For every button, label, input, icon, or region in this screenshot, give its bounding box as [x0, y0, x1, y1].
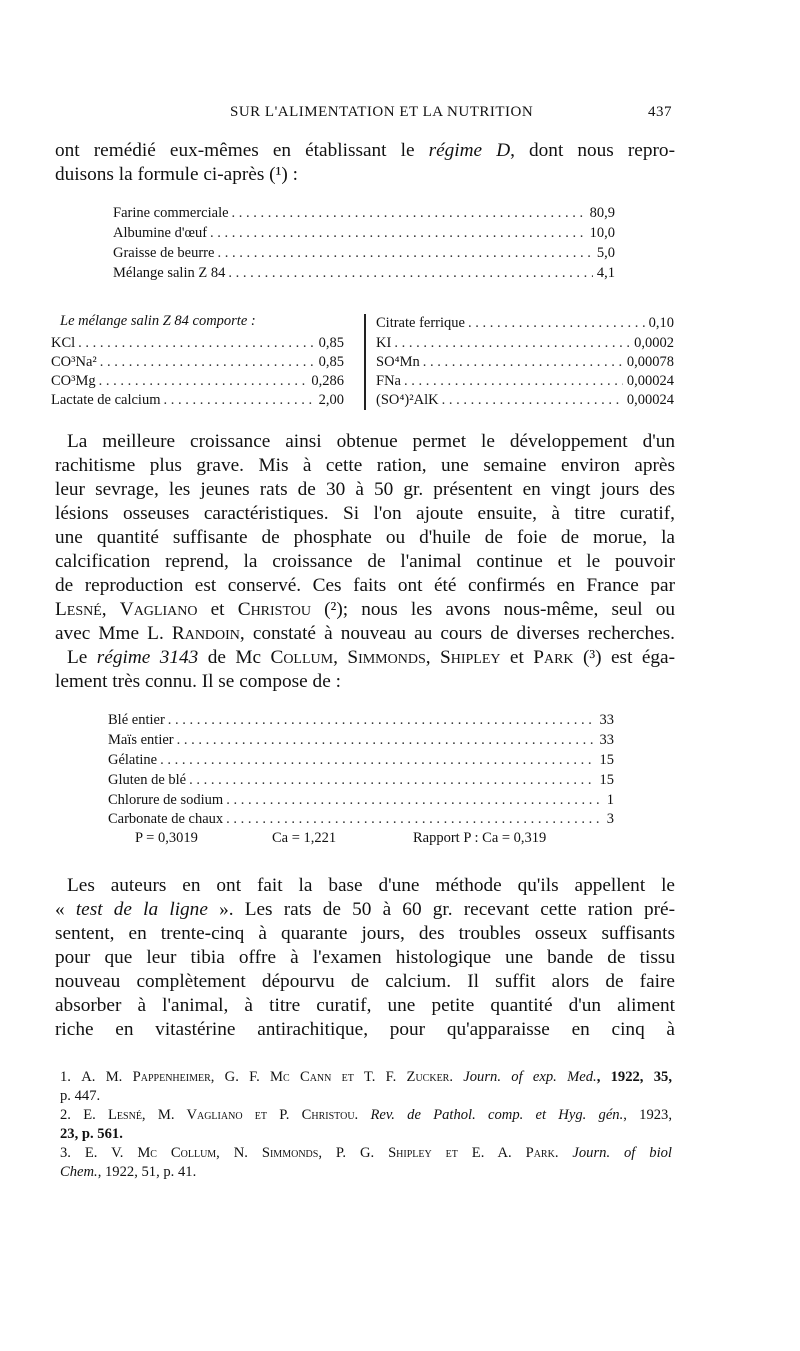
intro-line-2: duisons la formule ci-après (¹) : — [55, 164, 298, 185]
footnote-1: 1. A. M. Pappenheimer, G. F. Mc Cann et T. F. Zucker. Journ. of exp. Med., 1922, 35, — [60, 1069, 672, 1085]
footnote-2-cont: 23, p. 561. — [60, 1126, 123, 1142]
text-line: Le régime 3143 de Mc Collum, Simmonds, Shipley et Park (³) est éga- — [67, 647, 675, 668]
text-line: lésions osseuses caractéristiques. Si l'on ajoute ensuite, à titre curatif, — [55, 503, 675, 524]
footnote-2: 2. E. Lesné, M. Vagliano et P. Christou. Rev. de Pathol. comp. et Hyg. gén., 1923, — [60, 1107, 672, 1123]
text-line: absorber à l'animal, à titre curatif, une petite quantité d'un aliment — [55, 995, 675, 1016]
regime-3143-row: Blé entier . . . 33 — [108, 711, 614, 730]
text-line: « test de la ligne ». Les rats de 50 à 60 gr. recevant cette ration pré- — [55, 899, 675, 920]
salt-mix-right-row: KI . . . 0,0002 — [376, 334, 674, 353]
text-line: avec Mme L. Randoin, constaté à nouveau au cours de diverses recherches. — [55, 623, 675, 644]
text-line: rachitisme plus grave. Mis à cette ration, une semaine environ après — [55, 455, 675, 476]
regime-3143-row: Gélatine . . . 15 — [108, 751, 614, 770]
text-line: riche en vitastérine antirachitique, pour qu'apparaisse en cinq à — [55, 1019, 675, 1040]
footnote-3: 3. E. V. Mc Collum, N. Simmonds, P. G. Shipley et E. A. Park. Journ. of biol — [60, 1145, 672, 1161]
intro-line-1: ont remédié eux-mêmes en établissant le régime D, dont nous repro- — [55, 140, 675, 161]
regime-3143-row: Gluten de blé . . . 15 — [108, 771, 614, 790]
text-line: nouveau complètement dépourvu de calcium. Il suffit alors de faire — [55, 971, 675, 992]
page-number: 437 — [648, 104, 672, 120]
text-line: sentent, en trente-cinq à quarante jours, des troubles osseux suffisants — [55, 923, 675, 944]
salt-mix-heading: Le mélange salin Z 84 comporte : — [60, 313, 256, 329]
text-line: calcification reprend, la croissance de l'animal continue et le pouvoir — [55, 551, 675, 572]
salt-mix-right-row: SO⁴Mn . . . 0,00078 — [376, 353, 674, 372]
running-header — [0, 100, 800, 124]
text-line: Les auteurs en ont fait la base d'une méthode qu'ils appellent le — [67, 875, 675, 896]
text-line: une quantité suffisante de phosphate ou d'huile de foie de morue, la — [55, 527, 675, 548]
intro-paragraph — [55, 139, 675, 187]
text-line: Lesné, Vagliano et Christou (²); nous les avons nous-même, seul ou — [55, 599, 675, 620]
salt-mix-right-row: Citrate ferrique . . . 0,10 — [376, 314, 674, 333]
ratio-value: Rapport P : Ca = 0,319 — [413, 830, 547, 846]
text-line: lement très connu. Il se compose de : — [55, 671, 341, 692]
salt-mix-left-row: Lactate de calcium . . . 2,00 — [51, 391, 344, 410]
salt-mix-left-row: CO³Mg . . . 0,286 — [51, 372, 344, 391]
salt-mix-left-row: KCl . . . 0,85 — [51, 334, 344, 353]
footnotes — [60, 1068, 672, 1182]
regime-3143-row: Chlorure de sodium . . . 1 — [108, 791, 614, 810]
salt-mix-right-row: (SO⁴)²AlK . . . 0,00024 — [376, 391, 674, 410]
text-line: de reproduction est conservé. Ces faits ont été confirmés en France par — [55, 575, 675, 596]
calcium-value: Ca = 1,221 — [272, 830, 337, 846]
regime-3143-row: Carbonate de chaux . . . 3 — [108, 810, 614, 829]
salt-mix-right-row: FNa . . . 0,00024 — [376, 372, 674, 391]
body-paragraph-1 — [55, 430, 675, 694]
regime-d-row: Albumine d'œuf . . . 10,0 — [113, 224, 615, 243]
body-paragraph-3 — [55, 874, 675, 1042]
footnote-3-cont: Chem., 1922, 51, p. 41. — [60, 1164, 197, 1180]
regime-d-row: Mélange salin Z 84 . . . 4,1 — [113, 264, 615, 283]
text-line: pour que leur tibia offre à l'examen histologique une bande de tissu — [55, 947, 675, 968]
regime-d-row: Farine commerciale . . . 80,9 — [113, 204, 615, 223]
footnote-1-cont: p. 447. — [60, 1088, 101, 1104]
text-line: La meilleure croissance ainsi obtenue permet le développement d'un — [67, 431, 675, 452]
regime-d-row: Graisse de beurre . . . 5,0 — [113, 244, 615, 263]
text-line: leur sevrage, les jeunes rats de 30 à 50 gr. présentent en vingt jours des — [55, 479, 675, 500]
running-title: SUR L'ALIMENTATION ET LA NUTRITION — [230, 104, 534, 120]
regime-3143-row: Maïs entier . . . 33 — [108, 731, 614, 750]
phosphorus-value: P = 0,3019 — [135, 830, 198, 846]
salt-mix-left-row: CO³Na² . . . 0,85 — [51, 353, 344, 372]
column-divider — [364, 314, 366, 410]
